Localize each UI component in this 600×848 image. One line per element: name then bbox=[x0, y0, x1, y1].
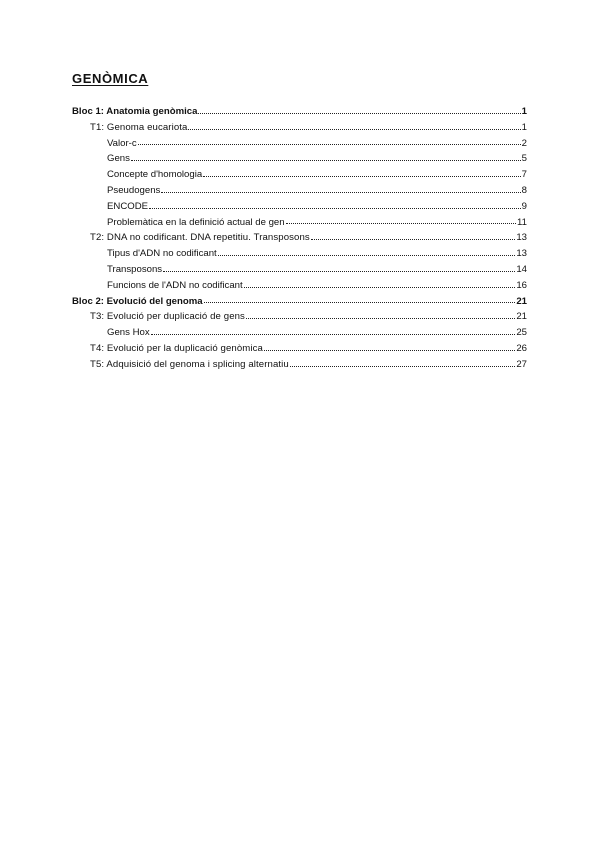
toc-page-number: 21 bbox=[516, 295, 527, 307]
dot-leader bbox=[244, 286, 516, 288]
dot-leader bbox=[218, 254, 516, 256]
toc-entry-label: T2: DNA no codificant. DNA repetitiu. Transposons bbox=[90, 232, 310, 244]
toc-entry-label: Concepte d'homologia bbox=[107, 169, 203, 181]
dot-leader bbox=[138, 143, 521, 145]
toc-page-number: 1 bbox=[521, 106, 527, 117]
toc-page-number: 16 bbox=[516, 279, 527, 291]
dot-leader bbox=[149, 207, 521, 209]
toc-entry-pseudogens[interactable] bbox=[72, 183, 527, 199]
toc-entry-tipus-adn[interactable] bbox=[72, 246, 527, 262]
toc-page-number: 11 bbox=[517, 216, 527, 228]
toc-page-number: 5 bbox=[521, 153, 527, 165]
toc-entry-label: T3: Evolució per duplicació de gens bbox=[90, 311, 245, 323]
toc-entry-label: Problemàtica en la definició actual de gen bbox=[107, 216, 285, 228]
toc-page-number: 13 bbox=[516, 232, 527, 244]
dot-leader bbox=[290, 365, 516, 367]
toc-entry-gens-hox[interactable] bbox=[72, 325, 527, 341]
dot-leader bbox=[151, 333, 516, 335]
toc-entry-label: T5: Adquisició del genoma i splicing alternatiu bbox=[90, 358, 289, 370]
toc-entry-label: Transposons bbox=[107, 263, 163, 275]
toc-entry-label: Gens Hox bbox=[107, 327, 150, 339]
toc-page-number: 25 bbox=[516, 327, 527, 339]
toc-entry-t4[interactable] bbox=[72, 341, 527, 357]
toc-entry-funcions-adn[interactable] bbox=[72, 278, 527, 294]
toc-page-number: 26 bbox=[516, 342, 527, 354]
toc-entry-label: Tipus d'ADN no codificant bbox=[107, 248, 217, 260]
page-title: GENÒMICA bbox=[72, 71, 149, 86]
toc-entry-homologia[interactable] bbox=[72, 167, 527, 183]
toc-entry-bloc-1[interactable] bbox=[72, 104, 527, 120]
toc-entry-transposons[interactable] bbox=[72, 262, 527, 278]
toc-page-number: 21 bbox=[516, 311, 527, 323]
toc-entry-gens[interactable] bbox=[72, 151, 527, 167]
toc-entry-label: Bloc 2: Evolució del genoma bbox=[72, 295, 203, 307]
toc-entry-problematica[interactable] bbox=[72, 215, 527, 231]
toc-entry-valor-c[interactable] bbox=[72, 136, 527, 152]
toc-entry-label: T1: Genoma eucariota bbox=[90, 121, 188, 133]
dot-leader bbox=[203, 175, 520, 177]
dot-leader bbox=[131, 159, 521, 161]
table-of-contents bbox=[72, 104, 527, 373]
toc-entry-label: Bloc 1: Anatomia genòmica bbox=[72, 106, 198, 117]
toc-page-number: 8 bbox=[521, 184, 527, 196]
toc-page-number: 1 bbox=[521, 121, 527, 133]
dot-leader bbox=[311, 238, 516, 240]
toc-entry-encode[interactable] bbox=[72, 199, 527, 215]
dot-leader bbox=[286, 222, 516, 224]
dot-leader bbox=[161, 191, 520, 193]
toc-entry-label: T4: Evolució per la duplicació genòmica bbox=[90, 342, 263, 354]
dot-leader bbox=[163, 270, 515, 272]
toc-page-number: 13 bbox=[516, 248, 527, 260]
toc-entry-label: Valor-c bbox=[107, 137, 137, 149]
toc-page-number: 27 bbox=[516, 358, 527, 370]
toc-entry-t1[interactable] bbox=[72, 120, 527, 136]
dot-leader bbox=[204, 301, 516, 303]
toc-entry-label: Funcions de l'ADN no codificant bbox=[107, 279, 243, 291]
toc-entry-t2[interactable] bbox=[72, 230, 527, 246]
toc-entry-bloc-2[interactable] bbox=[72, 294, 527, 310]
dot-leader bbox=[246, 317, 515, 319]
toc-entry-t5[interactable] bbox=[72, 357, 527, 373]
toc-page-number: 9 bbox=[521, 200, 527, 212]
toc-page-number: 14 bbox=[516, 263, 527, 275]
toc-entry-label: ENCODE bbox=[107, 200, 149, 212]
toc-entry-t3[interactable] bbox=[72, 309, 527, 325]
toc-page-number: 2 bbox=[521, 137, 527, 149]
dot-leader bbox=[264, 349, 515, 351]
dot-leader bbox=[198, 112, 520, 114]
toc-page-number: 7 bbox=[521, 169, 527, 181]
toc-entry-label: Gens bbox=[107, 153, 130, 165]
dot-leader bbox=[188, 128, 520, 130]
toc-entry-label: Pseudogens bbox=[107, 184, 161, 196]
